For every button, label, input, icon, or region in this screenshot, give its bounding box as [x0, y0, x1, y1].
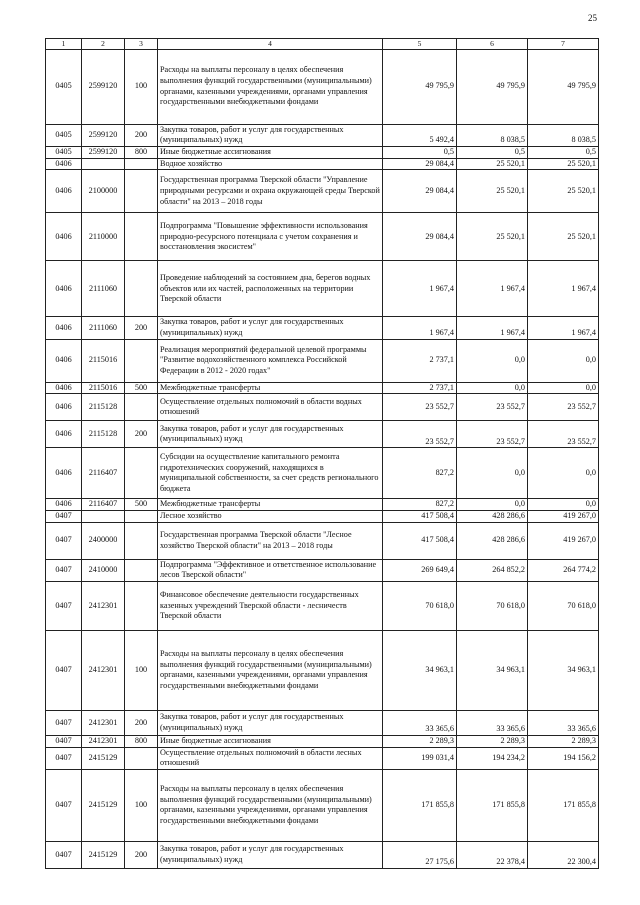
amount-year-2: 428 286,6	[457, 522, 528, 559]
target-article-code: 2116407	[82, 499, 125, 511]
expense-type-code	[125, 394, 158, 421]
column-header: 1	[46, 39, 82, 50]
target-article-code: 2415129	[82, 841, 125, 868]
table-row	[46, 499, 599, 511]
amount-year-1: 199 031,4	[383, 747, 457, 769]
table-row	[46, 735, 599, 747]
expense-type-code: 800	[125, 147, 158, 159]
amount-year-2: 171 855,8	[457, 769, 528, 841]
section-code: 0407	[46, 747, 82, 769]
expense-type-code: 200	[125, 841, 158, 868]
section-code: 0406	[46, 339, 82, 382]
section-code: 0406	[46, 448, 82, 499]
expense-type-code	[125, 170, 158, 213]
amount-year-1: 0,5	[383, 147, 457, 159]
expense-name: Закупка товаров, работ и услуг для государственных (муниципальных) нужд	[158, 317, 383, 339]
target-article-code: 2412301	[82, 581, 125, 630]
table-row	[46, 261, 599, 317]
expense-type-code	[125, 581, 158, 630]
expense-type-code: 500	[125, 499, 158, 511]
section-code: 0406	[46, 317, 82, 339]
section-code: 0406	[46, 170, 82, 213]
amount-year-3: 2 289,3	[528, 735, 599, 747]
section-code: 0407	[46, 581, 82, 630]
expense-name: Закупка товаров, работ и услуг для государственных (муниципальных) нужд	[158, 841, 383, 868]
expense-name: Государственная программа Тверской области "Управление природными ресурсами и охрана окружающей среды Тверской области" на 2013 – 2018 годы	[158, 170, 383, 213]
amount-year-1: 23 552,7	[383, 394, 457, 421]
amount-year-2: 194 234,2	[457, 747, 528, 769]
expense-name: Расходы на выплаты персоналу в целях обеспечения выполнения функций государственными (муниципальными) органами, казенными учреждениями, органами управления государственными внебюджетными фондами	[158, 630, 383, 710]
table-row	[46, 581, 599, 630]
expense-name: Межбюджетные трансферты	[158, 382, 383, 394]
expense-name: Лесное хозяйство	[158, 511, 383, 523]
section-code: 0406	[46, 421, 82, 448]
target-article-code: 2412301	[82, 710, 125, 735]
section-code: 0405	[46, 147, 82, 159]
amount-year-2: 49 795,9	[457, 49, 528, 124]
expense-type-code: 200	[125, 124, 158, 146]
table-row	[46, 841, 599, 868]
section-code: 0406	[46, 213, 82, 261]
amount-year-1: 33 365,6	[383, 710, 457, 735]
amount-year-1: 269 649,4	[383, 559, 457, 581]
table-row	[46, 747, 599, 769]
target-article-code: 2410000	[82, 559, 125, 581]
expense-name: Расходы на выплаты персоналу в целях обеспечения выполнения функций государственными (муниципальными) органами, казенными учреждениями, органами управления государственными внебюджетными фондами	[158, 769, 383, 841]
section-code: 0406	[46, 382, 82, 394]
expense-name: Подпрограмма "Повышение эффективности использования природно-ресурсного потенциала с учетом сохранения и восстановления экосистем"	[158, 213, 383, 261]
table-row	[46, 522, 599, 559]
amount-year-1: 29 084,4	[383, 213, 457, 261]
amount-year-3: 171 855,8	[528, 769, 599, 841]
amount-year-1: 23 552,7	[383, 421, 457, 448]
table-row	[46, 448, 599, 499]
amount-year-3: 419 267,0	[528, 522, 599, 559]
column-header: 4	[158, 39, 383, 50]
amount-year-3: 0,0	[528, 382, 599, 394]
table-row	[46, 710, 599, 735]
table-row	[46, 769, 599, 841]
target-article-code: 2400000	[82, 522, 125, 559]
expense-type-code	[125, 261, 158, 317]
amount-year-1: 2 737,1	[383, 382, 457, 394]
amount-year-1: 1 967,4	[383, 317, 457, 339]
section-code: 0407	[46, 710, 82, 735]
table-row	[46, 339, 599, 382]
target-article-code: 2412301	[82, 630, 125, 710]
expense-type-code: 100	[125, 49, 158, 124]
amount-year-3: 194 156,2	[528, 747, 599, 769]
amount-year-1: 49 795,9	[383, 49, 457, 124]
expense-name: Закупка товаров, работ и услуг для государственных (муниципальных) нужд	[158, 710, 383, 735]
amount-year-2: 23 552,7	[457, 421, 528, 448]
section-code: 0406	[46, 158, 82, 170]
expense-name: Иные бюджетные ассигнования	[158, 735, 383, 747]
amount-year-2: 33 365,6	[457, 710, 528, 735]
target-article-code: 2111060	[82, 317, 125, 339]
amount-year-1: 29 084,4	[383, 170, 457, 213]
expense-type-code	[125, 511, 158, 523]
target-article-code: 2110000	[82, 213, 125, 261]
amount-year-3: 23 552,7	[528, 394, 599, 421]
amount-year-3: 8 038,5	[528, 124, 599, 146]
amount-year-3: 419 267,0	[528, 511, 599, 523]
amount-year-2: 70 618,0	[457, 581, 528, 630]
target-article-code: 2115128	[82, 421, 125, 448]
expense-type-code	[125, 158, 158, 170]
target-article-code	[82, 158, 125, 170]
target-article-code	[82, 511, 125, 523]
expense-name: Водное хозяйство	[158, 158, 383, 170]
column-header: 3	[125, 39, 158, 50]
amount-year-3: 25 520,1	[528, 213, 599, 261]
expense-name: Иные бюджетные ассигнования	[158, 147, 383, 159]
amount-year-2: 264 852,2	[457, 559, 528, 581]
section-code: 0407	[46, 735, 82, 747]
section-code: 0405	[46, 49, 82, 124]
expense-type-code	[125, 339, 158, 382]
table-row	[46, 213, 599, 261]
amount-year-3: 0,5	[528, 147, 599, 159]
column-header: 5	[383, 39, 457, 50]
expense-type-code	[125, 747, 158, 769]
amount-year-3: 264 774,2	[528, 559, 599, 581]
amount-year-3: 1 967,4	[528, 317, 599, 339]
expense-type-code	[125, 448, 158, 499]
section-code: 0407	[46, 511, 82, 523]
expense-type-code: 100	[125, 769, 158, 841]
amount-year-1: 417 508,4	[383, 522, 457, 559]
expense-type-code: 100	[125, 630, 158, 710]
amount-year-3: 33 365,6	[528, 710, 599, 735]
target-article-code: 2599120	[82, 49, 125, 124]
amount-year-2: 0,0	[457, 382, 528, 394]
section-code: 0405	[46, 124, 82, 146]
amount-year-2: 1 967,4	[457, 317, 528, 339]
column-header: 7	[528, 39, 599, 50]
amount-year-1: 27 175,6	[383, 841, 457, 868]
section-code: 0407	[46, 841, 82, 868]
amount-year-2: 22 378,4	[457, 841, 528, 868]
target-article-code: 2415129	[82, 769, 125, 841]
amount-year-2: 34 963,1	[457, 630, 528, 710]
expense-name: Закупка товаров, работ и услуг для государственных (муниципальных) нужд	[158, 124, 383, 146]
amount-year-2: 0,0	[457, 448, 528, 499]
amount-year-2: 428 286,6	[457, 511, 528, 523]
amount-year-3: 22 300,4	[528, 841, 599, 868]
table-row	[46, 170, 599, 213]
amount-year-3: 0,0	[528, 339, 599, 382]
section-code: 0406	[46, 261, 82, 317]
amount-year-2: 0,0	[457, 499, 528, 511]
amount-year-1: 5 492,4	[383, 124, 457, 146]
target-article-code: 2100000	[82, 170, 125, 213]
target-article-code: 2111060	[82, 261, 125, 317]
expense-name: Межбюджетные трансферты	[158, 499, 383, 511]
amount-year-2: 8 038,5	[457, 124, 528, 146]
expense-type-code	[125, 522, 158, 559]
expense-type-code: 200	[125, 421, 158, 448]
expense-name: Финансовое обеспечение деятельности государственных казенных учреждений Тверской области - лесничеств Тверской области	[158, 581, 383, 630]
expense-type-code	[125, 213, 158, 261]
expense-name: Осуществление отдельных полномочий в области лесных отношений	[158, 747, 383, 769]
table-row	[46, 382, 599, 394]
amount-year-2: 25 520,1	[457, 158, 528, 170]
amount-year-1: 827,2	[383, 448, 457, 499]
column-header: 6	[457, 39, 528, 50]
expense-name: Подпрограмма "Эффективное и ответственное использование лесов Тверской области"	[158, 559, 383, 581]
target-article-code: 2599120	[82, 147, 125, 159]
expense-type-code: 200	[125, 317, 158, 339]
amount-year-1: 34 963,1	[383, 630, 457, 710]
amount-year-3: 1 967,4	[528, 261, 599, 317]
section-code: 0406	[46, 499, 82, 511]
table-row	[46, 630, 599, 710]
expense-name: Реализация мероприятий федеральной целевой программы "Развитие водохозяйственного комплекса Российской Федерации в 2012 - 2020 годах"	[158, 339, 383, 382]
amount-year-2: 25 520,1	[457, 213, 528, 261]
expense-name: Закупка товаров, работ и услуг для государственных (муниципальных) нужд	[158, 421, 383, 448]
target-article-code: 2115128	[82, 394, 125, 421]
amount-year-2: 25 520,1	[457, 170, 528, 213]
section-code: 0407	[46, 630, 82, 710]
target-article-code: 2415129	[82, 747, 125, 769]
expense-name: Проведение наблюдений за состоянием дна, берегов водных объектов или их частей, расположенных на территории Тверской области	[158, 261, 383, 317]
amount-year-3: 70 618,0	[528, 581, 599, 630]
section-code: 0407	[46, 522, 82, 559]
expense-type-code: 500	[125, 382, 158, 394]
section-code: 0406	[46, 394, 82, 421]
target-article-code: 2412301	[82, 735, 125, 747]
table-row	[46, 421, 599, 448]
target-article-code: 2599120	[82, 124, 125, 146]
table-row	[46, 394, 599, 421]
amount-year-2: 23 552,7	[457, 394, 528, 421]
table-header-row	[46, 39, 599, 50]
table-row	[46, 317, 599, 339]
amount-year-1: 70 618,0	[383, 581, 457, 630]
target-article-code: 2115016	[82, 339, 125, 382]
amount-year-1: 417 508,4	[383, 511, 457, 523]
amount-year-3: 0,0	[528, 448, 599, 499]
section-code: 0407	[46, 769, 82, 841]
section-code: 0407	[46, 559, 82, 581]
amount-year-3: 25 520,1	[528, 170, 599, 213]
amount-year-3: 34 963,1	[528, 630, 599, 710]
table-row	[46, 49, 599, 124]
amount-year-2: 1 967,4	[457, 261, 528, 317]
amount-year-1: 29 084,4	[383, 158, 457, 170]
table-row	[46, 147, 599, 159]
amount-year-3: 25 520,1	[528, 158, 599, 170]
amount-year-1: 171 855,8	[383, 769, 457, 841]
target-article-code: 2116407	[82, 448, 125, 499]
expense-type-code: 200	[125, 710, 158, 735]
amount-year-3: 23 552,7	[528, 421, 599, 448]
expense-name: Расходы на выплаты персоналу в целях обеспечения выполнения функций государственными (муниципальными) органами, казенными учреждениями, органами управления государственными внебюджетными фондами	[158, 49, 383, 124]
expense-type-code: 800	[125, 735, 158, 747]
table-row	[46, 158, 599, 170]
amount-year-1: 1 967,4	[383, 261, 457, 317]
expense-type-code	[125, 559, 158, 581]
page-number: 25	[588, 13, 597, 23]
table-row	[46, 511, 599, 523]
amount-year-2: 2 289,3	[457, 735, 528, 747]
expense-name: Субсидии на осуществление капитального ремонта гидротехнических сооружений, находящихся в муниципальной собственности, за счет средств регионального бюджета	[158, 448, 383, 499]
expense-name: Осуществление отдельных полномочий в области водных отношений	[158, 394, 383, 421]
amount-year-3: 0,0	[528, 499, 599, 511]
amount-year-1: 2 289,3	[383, 735, 457, 747]
amount-year-3: 49 795,9	[528, 49, 599, 124]
column-header: 2	[82, 39, 125, 50]
amount-year-2: 0,5	[457, 147, 528, 159]
amount-year-1: 2 737,1	[383, 339, 457, 382]
table-row	[46, 124, 599, 146]
budget-table	[45, 38, 599, 869]
expense-name: Государственная программа Тверской области "Лесное хозяйство Тверской области" на 2013 – 2018 годы	[158, 522, 383, 559]
table-row	[46, 559, 599, 581]
amount-year-1: 827,2	[383, 499, 457, 511]
target-article-code: 2115016	[82, 382, 125, 394]
amount-year-2: 0,0	[457, 339, 528, 382]
